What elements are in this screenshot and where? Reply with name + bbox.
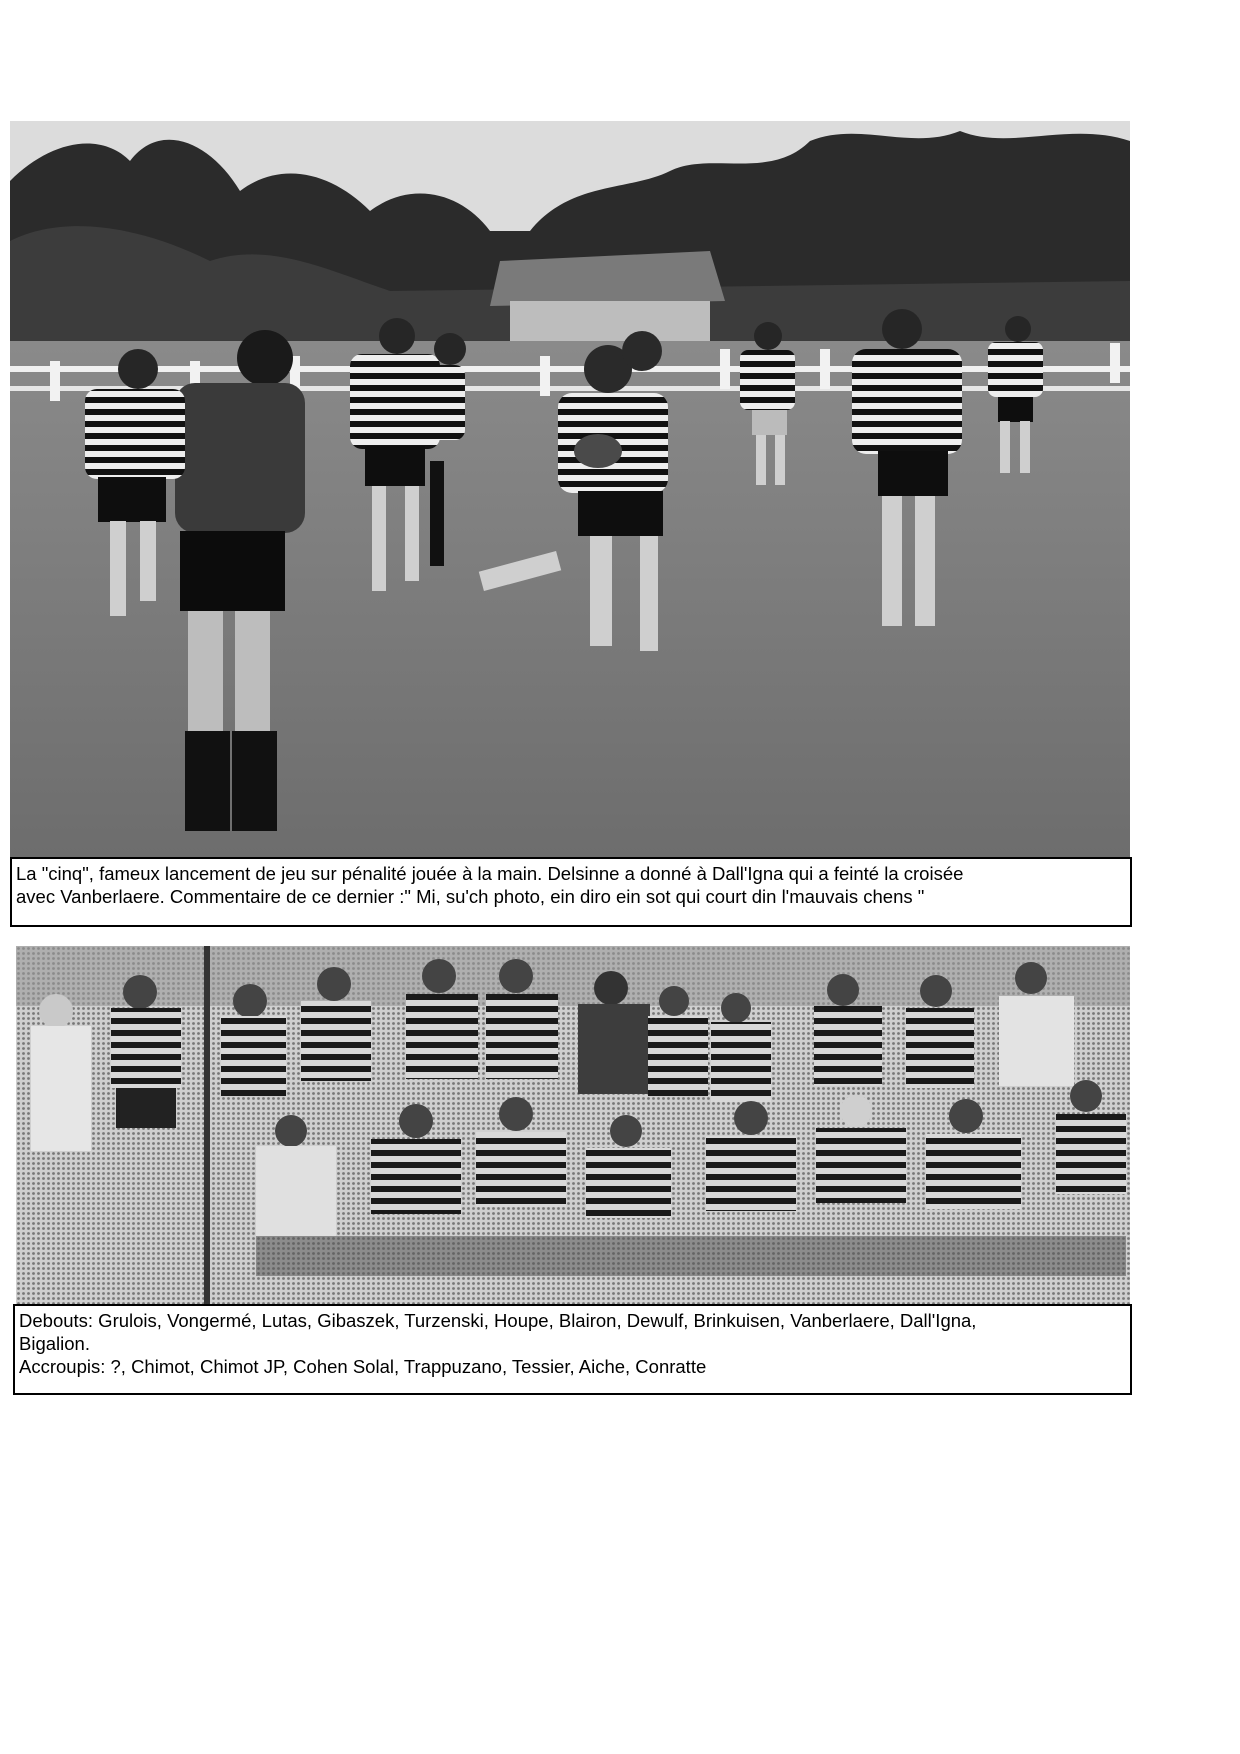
rugby-match-photo bbox=[10, 121, 1130, 857]
caption-line: avec Vanberlaere. Commentaire de ce dernier :" Mi, su'ch photo, ein diro ein sot qui court din l'mauvais chens " bbox=[16, 886, 925, 907]
caption-line: Bigalion. bbox=[19, 1333, 90, 1354]
team-photo-caption bbox=[13, 1304, 1132, 1395]
match-photo-caption bbox=[10, 857, 1132, 927]
team-group-photo bbox=[16, 946, 1130, 1304]
caption-line: Accroupis: ?, Chimot, Chimot JP, Cohen Solal, Trappuzano, Tessier, Aiche, Conratte bbox=[19, 1356, 707, 1377]
caption-line: La "cinq", fameux lancement de jeu sur pénalité jouée à la main. Delsinne a donné à Dall'Igna qui a feinté la croisée bbox=[16, 863, 964, 884]
caption-line: Debouts: Grulois, Vongermé, Lutas, Gibaszek, Turzenski, Houpe, Blairon, Dewulf, Brinkuisen, Vanberlaere, Dall'Igna, bbox=[19, 1310, 977, 1331]
